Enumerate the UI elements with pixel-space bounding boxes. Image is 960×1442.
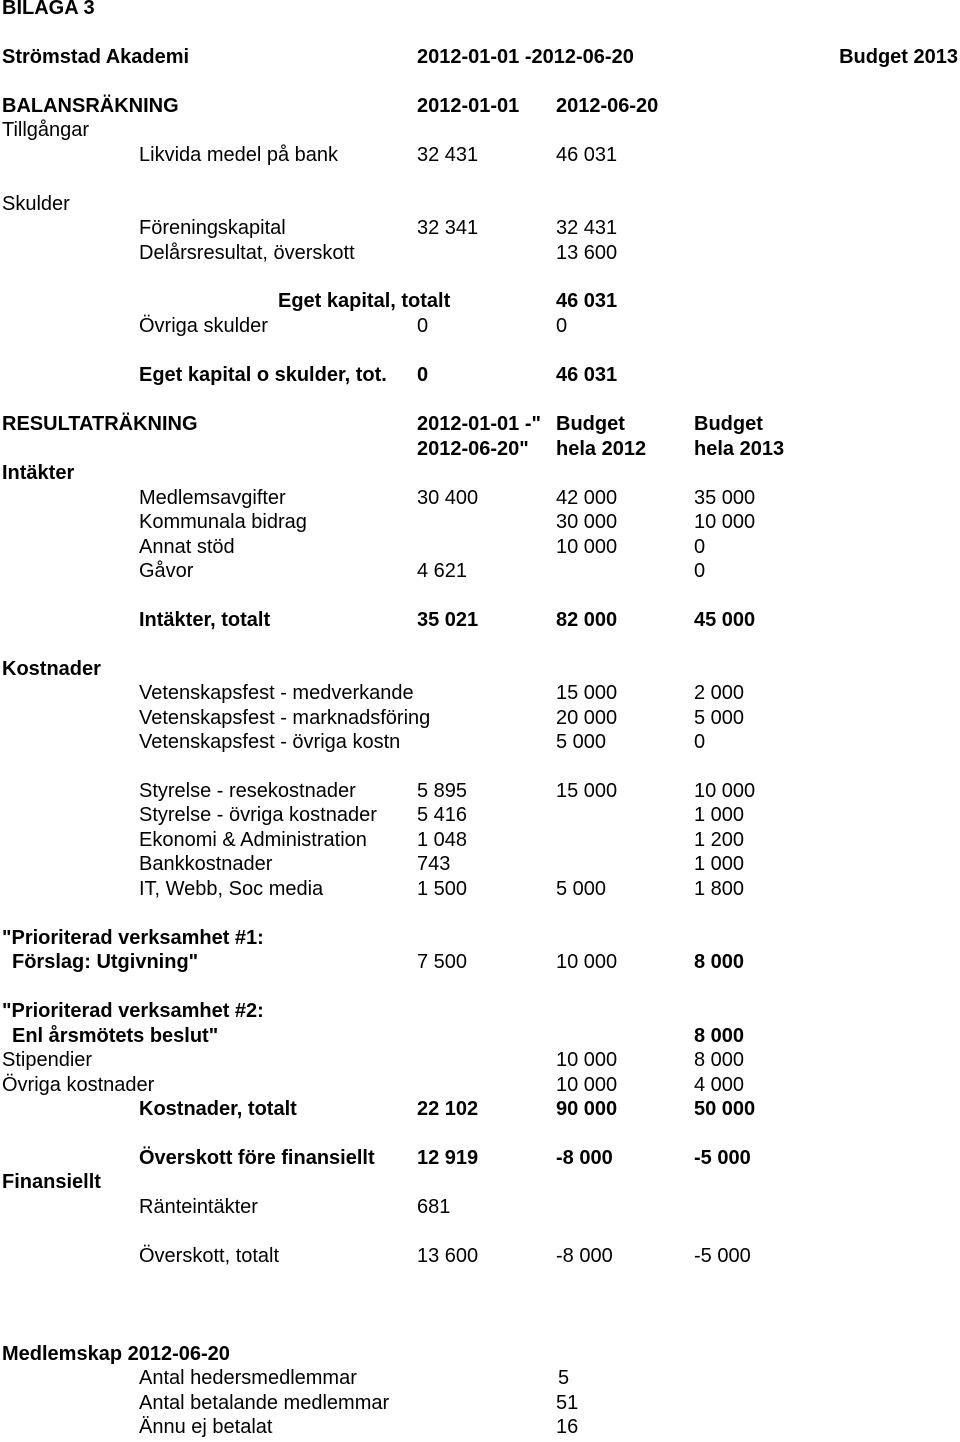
row-value-3: -5 000: [694, 1147, 751, 1169]
row-value-3: 10 000: [694, 511, 756, 533]
row-label: Övriga skulder: [139, 315, 268, 337]
row-value-2: -8 000: [556, 1147, 613, 1169]
row-value-3: 35 000: [694, 487, 756, 509]
row-value-1: 32 431: [417, 144, 479, 166]
row-label: Vetenskapsfest - marknadsföring: [139, 707, 431, 729]
row-label: Eget kapital o skulder, tot.: [139, 364, 387, 386]
row-label: Ännu ej betalat: [139, 1416, 273, 1438]
row-value-3: 10 000: [694, 780, 756, 802]
is-col2-header-line2: hela 2012: [556, 438, 647, 460]
row-value-1: 681: [417, 1196, 451, 1218]
row-label: Stipendier: [2, 1049, 93, 1071]
row-label: Antal betalande medlemmar: [139, 1392, 390, 1414]
income-statement-title: RESULTATRÄKNING: [2, 413, 198, 435]
row-value-2: 32 431: [556, 217, 618, 239]
row-label: Överskott, totalt: [139, 1245, 280, 1267]
row-value-3: 8 000: [694, 1025, 745, 1047]
row-value-1: 32 341: [417, 217, 479, 239]
row-value: 16: [556, 1416, 579, 1438]
row-label: Vetenskapsfest - medverkande: [139, 682, 414, 704]
assets-label: Tillgångar: [2, 119, 90, 141]
row-label: Gåvor: [139, 560, 194, 582]
row-value-2: 82 000: [556, 609, 618, 631]
row-value-2: 15 000: [556, 780, 618, 802]
row-label: Kommunala bidrag: [139, 511, 307, 533]
row-value-3: 50 000: [694, 1098, 756, 1120]
row-value-3: -5 000: [694, 1245, 751, 1267]
income-label: Intäkter: [2, 462, 75, 484]
row-label-line1: "Prioriterad verksamhet #1:: [2, 927, 264, 949]
costs-label: Kostnader: [2, 658, 101, 680]
row-label: Styrelse - övriga kostnader: [139, 804, 377, 826]
row-label: Ränteintäkter: [139, 1196, 258, 1218]
header-period: 2012-01-01 -2012-06-20: [417, 46, 634, 68]
row-label: Ekonomi & Administration: [139, 829, 367, 851]
row-value-2: 90 000: [556, 1098, 618, 1120]
row-value-3: 0: [694, 560, 706, 582]
row-value-2: 10 000: [556, 1074, 618, 1096]
row-value-2: -8 000: [556, 1245, 613, 1267]
is-col1-header-line1: 2012-01-01 -": [417, 413, 542, 435]
membership-title: Medlemskap 2012-06-20: [2, 1343, 230, 1365]
row-value-1: 13 600: [417, 1245, 479, 1267]
row-label: Medlemsavgifter: [139, 487, 286, 509]
row-value-1: 0: [417, 315, 429, 337]
row-label: Eget kapital, totalt: [278, 290, 451, 312]
row-label-line1: "Prioriterad verksamhet #2:: [2, 1000, 264, 1022]
row-label: Delårsresultat, överskott: [139, 242, 355, 264]
is-col2-header-line1: Budget: [556, 413, 625, 435]
row-value-1: 30 400: [417, 487, 479, 509]
row-value-2: 5 000: [556, 878, 607, 900]
balance-col2-header: 2012-06-20: [556, 95, 659, 117]
row-value-2: 10 000: [556, 951, 618, 973]
row-value-1: 1 500: [417, 878, 468, 900]
row-value-2: 15 000: [556, 682, 618, 704]
row-value-3: 45 000: [694, 609, 756, 631]
row-value: 51: [556, 1392, 579, 1414]
row-value-3: 1 000: [694, 804, 745, 826]
row-value-2: 0: [556, 315, 568, 337]
row-value-3: 4 000: [694, 1074, 745, 1096]
row-value-2: 13 600: [556, 242, 618, 264]
row-value-2: 5 000: [556, 731, 607, 753]
row-value-1: 12 919: [417, 1147, 479, 1169]
header-budget: Budget 2013: [839, 46, 958, 68]
row-label: Intäkter, totalt: [139, 609, 271, 631]
financial-label: Finansiellt: [2, 1171, 101, 1193]
row-label: IT, Webb, Soc media: [139, 878, 324, 900]
is-col1-header-line2: 2012-06-20": [417, 438, 529, 460]
row-value-2: 46 031: [556, 290, 618, 312]
is-col3-header-line1: Budget: [694, 413, 763, 435]
row-label: Annat stöd: [139, 536, 235, 558]
row-label: Överskott före finansiellt: [139, 1147, 375, 1169]
row-label: Föreningskapital: [139, 217, 286, 239]
row-label: Bankkostnader: [139, 853, 273, 875]
row-value-1: 5 416: [417, 804, 468, 826]
row-value-2: 30 000: [556, 511, 618, 533]
row-value-2: 42 000: [556, 487, 618, 509]
row-label: Övriga kostnader: [2, 1074, 155, 1096]
row-value-3: 2 000: [694, 682, 745, 704]
row-value-1: 743: [417, 853, 451, 875]
row-value-3: 1 200: [694, 829, 745, 851]
row-value-1: 4 621: [417, 560, 468, 582]
is-col3-header-line2: hela 2013: [694, 438, 785, 460]
row-value-2: 46 031: [556, 364, 618, 386]
row-label-line2: Enl årsmötets beslut": [12, 1025, 219, 1047]
row-label-line2: Förslag: Utgivning": [12, 951, 199, 973]
row-value-1: 0: [417, 364, 429, 386]
row-label: Antal hedersmedlemmar: [139, 1367, 357, 1389]
row-value-1: 35 021: [417, 609, 479, 631]
row-value-1: 7 500: [417, 951, 468, 973]
row-label: Kostnader, totalt: [139, 1098, 297, 1120]
row-value-2: 10 000: [556, 1049, 618, 1071]
appendix-title: BILAGA 3: [2, 0, 95, 19]
row-value-2: 20 000: [556, 707, 618, 729]
row-value-3: 1 800: [694, 878, 745, 900]
organization-name: Strömstad Akademi: [2, 46, 190, 68]
row-value-1: 1 048: [417, 829, 468, 851]
row-label: Vetenskapsfest - övriga kostn: [139, 731, 401, 753]
row-value-2: 46 031: [556, 144, 618, 166]
row-label: Styrelse - resekostnader: [139, 780, 356, 802]
row-value-3: 8 000: [694, 1049, 745, 1071]
balance-title: BALANSRÄKNING: [2, 95, 179, 117]
row-value-3: 5 000: [694, 707, 745, 729]
row-value-3: 0: [694, 731, 706, 753]
balance-col1-header: 2012-01-01: [417, 95, 520, 117]
row-label: Likvida medel på bank: [139, 144, 339, 166]
row-value-1: 5 895: [417, 780, 468, 802]
row-value-3: 8 000: [694, 951, 745, 973]
row-value-3: 1 000: [694, 853, 745, 875]
row-value-2: 10 000: [556, 536, 618, 558]
row-value-1: 22 102: [417, 1098, 479, 1120]
row-value: 5: [558, 1367, 570, 1389]
row-value-3: 0: [694, 536, 706, 558]
liabilities-label: Skulder: [2, 193, 70, 215]
